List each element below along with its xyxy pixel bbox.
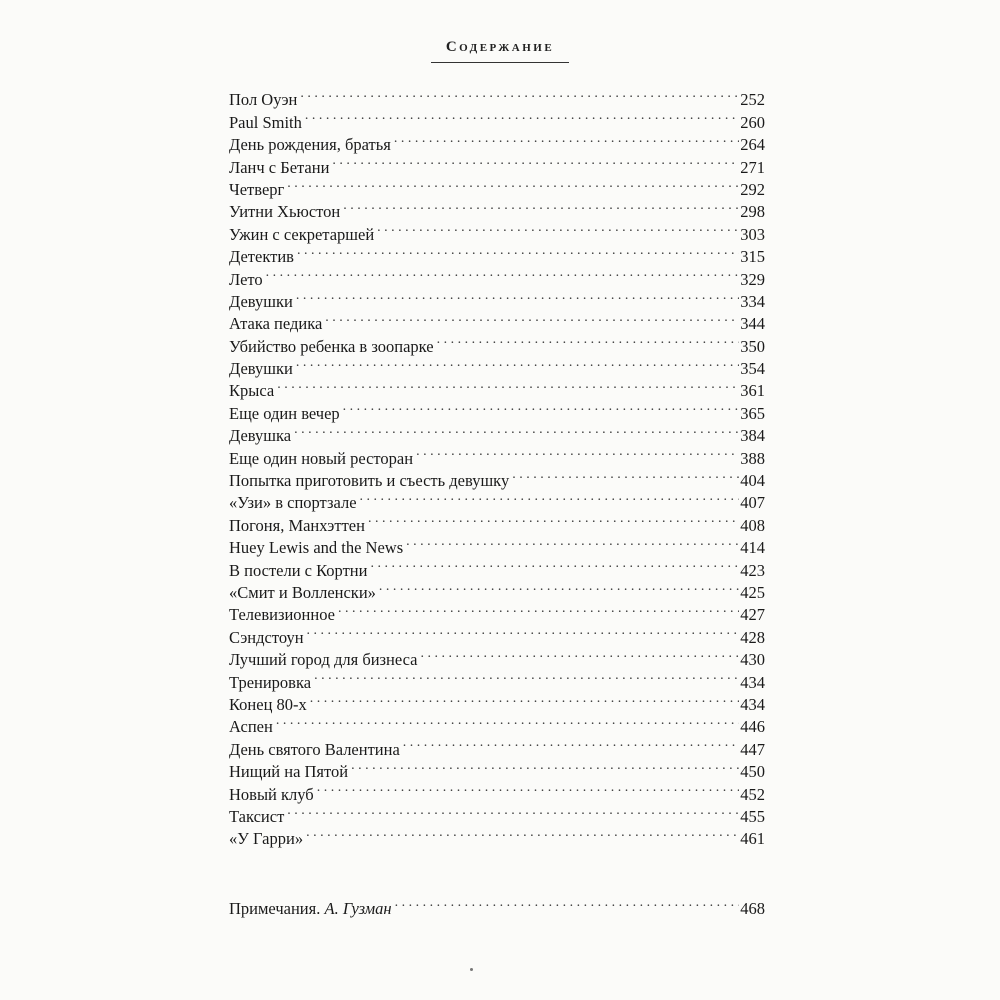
- dot-leader: [351, 755, 739, 777]
- dot-leader: [343, 396, 740, 418]
- toc-entry-title: «Смит и Волленски»: [229, 582, 376, 602]
- dot-leader: [310, 688, 739, 710]
- toc-entry-title: Ланч с Бетани: [229, 157, 330, 177]
- toc-entry-title: Новый клуб: [229, 784, 314, 804]
- dot-leader: [332, 150, 739, 172]
- dot-leader: [325, 307, 739, 329]
- dot-leader: [277, 374, 739, 396]
- toc-entry-page: 264: [740, 135, 765, 155]
- dot-leader: [296, 285, 739, 307]
- toc-entry: [229, 128, 765, 155]
- toc-entry-title: Конец 80-х: [229, 694, 307, 714]
- toc-entry-title: Девушки: [229, 291, 293, 311]
- toc-entry-page: 430: [740, 650, 765, 670]
- toc-entry: [229, 195, 765, 222]
- toc-entry-title: Лучший город для бизнеса: [229, 650, 418, 670]
- toc-entry: [229, 105, 765, 132]
- toc-entry-page: 350: [740, 336, 765, 356]
- dot-leader: [287, 173, 739, 195]
- dot-leader: [300, 83, 739, 105]
- toc-entry-page: 404: [740, 471, 765, 491]
- toc-entry-page: 334: [740, 291, 765, 311]
- toc-entry-title: Детектив: [229, 247, 294, 267]
- toc-entry-page: 315: [740, 247, 765, 267]
- dot-leader: [379, 576, 739, 598]
- toc-entry: [229, 352, 765, 379]
- toc-entry-title: Лето: [229, 269, 263, 289]
- dot-leader: [338, 598, 739, 620]
- dot-leader: [307, 620, 740, 642]
- toc-entry-page: 407: [740, 493, 765, 513]
- toc-entry-page: 447: [740, 739, 765, 759]
- toc-entry-title: Тренировка: [229, 672, 312, 692]
- toc-entry-title: День рождения, братья: [229, 135, 391, 155]
- toc-entry-title: [229, 898, 395, 920]
- toc-entry-page: 271: [740, 157, 765, 177]
- toc-entry-page: 388: [740, 448, 765, 468]
- dot-leader: [416, 441, 739, 463]
- toc-entry: [229, 240, 765, 267]
- dot-leader: [294, 419, 739, 441]
- toc-entry-page: 428: [740, 627, 765, 647]
- notes-section: [229, 892, 765, 919]
- toc-entry: [229, 710, 765, 737]
- toc-entry-title: Телевизионное: [229, 605, 335, 625]
- toc-entry-title: Убийство ребенка в зоопарке: [229, 336, 434, 356]
- dot-leader: [360, 486, 740, 508]
- toc-entry: [229, 419, 765, 446]
- toc-entry-page: 344: [740, 314, 765, 334]
- toc-entry: [229, 643, 765, 670]
- toc-entry: [229, 732, 765, 759]
- toc-entry-page: 461: [740, 829, 765, 849]
- dot-leader: [343, 195, 739, 217]
- toc-entry-page: 452: [740, 784, 765, 804]
- toc-entry-title: Уитни Хьюстон: [229, 202, 341, 222]
- toc-entry-title: Нищий на Пятой: [229, 762, 349, 782]
- dot-leader: [512, 464, 739, 486]
- toc-entry-title: Попытка приготовить и съесть девушку: [229, 471, 510, 491]
- dot-leader: [314, 665, 739, 687]
- toc-entry-title: «У Гарри»: [229, 829, 304, 849]
- dot-leader: [276, 710, 739, 732]
- notes-author: А. Гузман: [324, 899, 392, 919]
- toc-entry-page: 427: [740, 605, 765, 625]
- dot-leader: [296, 352, 739, 374]
- toc-entry-title: Крыса: [229, 381, 275, 401]
- dot-leader: [377, 217, 739, 239]
- toc-entry: [229, 396, 765, 423]
- toc-entry-page: 434: [740, 694, 765, 714]
- toc-entry-page: 414: [740, 538, 765, 558]
- toc-entry-page: 365: [740, 403, 765, 423]
- page-title: Содержание: [445, 39, 555, 55]
- dot-leader: [420, 643, 739, 665]
- page-header: [0, 38, 1000, 63]
- toc-entry-page: 303: [740, 224, 765, 244]
- toc-entry-title: Аспен: [229, 717, 273, 737]
- toc-entry-title: Четверг: [229, 179, 285, 199]
- dot-leader: [406, 531, 739, 553]
- dot-leader: [437, 329, 740, 351]
- toc-entry-title: Девушка: [229, 426, 292, 446]
- toc-entry-title: Сэндстоун: [229, 627, 304, 647]
- toc-entry-page: 361: [740, 381, 765, 401]
- toc-entry: [229, 307, 765, 334]
- toc-entry-page: 292: [740, 179, 765, 199]
- dot-leader: [306, 822, 739, 844]
- toc-entry-page: 468: [740, 899, 765, 919]
- toc-entry-page: 260: [740, 112, 765, 132]
- toc-entry-page: 252: [740, 90, 765, 110]
- dot-leader: [266, 262, 740, 284]
- toc-entry: [229, 83, 765, 110]
- toc-entry-title: Атака педика: [229, 314, 323, 334]
- toc-entry-page: 408: [740, 515, 765, 535]
- toc-entry-page: 354: [740, 359, 765, 379]
- toc-entry-page: 384: [740, 426, 765, 446]
- toc-entry-title: Еще один новый ресторан: [229, 448, 414, 468]
- toc-entry-page: 446: [740, 717, 765, 737]
- toc-entry-title: Еще один вечер: [229, 403, 340, 423]
- title-underline: [431, 62, 569, 63]
- toc-entry-title: Таксист: [229, 806, 285, 826]
- toc-entry: [229, 822, 765, 849]
- toc-entry-page: 425: [740, 582, 765, 602]
- toc-entry-page: 455: [740, 806, 765, 826]
- toc-entry-title: Paul Smith: [229, 112, 302, 132]
- dot-leader: [370, 553, 739, 575]
- toc-entry-title: День святого Валентина: [229, 739, 400, 759]
- toc-entry: [229, 262, 765, 289]
- toc-entry-page: 329: [740, 269, 765, 289]
- toc-entry: [229, 688, 765, 714]
- dot-leader: [297, 240, 739, 262]
- dot-leader: [394, 128, 739, 150]
- toc-entry: [229, 441, 765, 468]
- dot-leader: [305, 105, 739, 127]
- toc-entry-notes: [229, 892, 765, 919]
- toc-entry-page: 423: [740, 560, 765, 580]
- toc-entry-title: Девушки: [229, 359, 293, 379]
- toc-entry-title: В постели с Кортни: [229, 560, 368, 580]
- toc-entry: [229, 374, 765, 401]
- toc-entry-title: Погоня, Манхэттен: [229, 515, 365, 535]
- dot-leader: [403, 732, 739, 754]
- toc-entry-page: 298: [740, 202, 765, 222]
- page-speck: [470, 968, 473, 971]
- dot-leader: [368, 508, 739, 530]
- dot-leader: [395, 892, 740, 914]
- dot-leader: [287, 800, 739, 822]
- toc-entry: [229, 620, 765, 647]
- toc-entry-title: Пол Оуэн: [229, 90, 298, 110]
- toc-entry-title: «Узи» в спортзале: [229, 493, 357, 513]
- toc-entry-title: Huey Lewis and the News: [229, 538, 404, 558]
- dot-leader: [317, 777, 740, 799]
- toc-entry: [229, 173, 765, 199]
- table-of-contents: [229, 83, 765, 849]
- notes-label: Примечания.: [229, 899, 321, 919]
- toc-entry: [229, 285, 765, 311]
- toc-entry-page: 450: [740, 762, 765, 782]
- toc-entry-title: Ужин с секретаршей: [229, 224, 375, 244]
- toc-entry: [229, 800, 765, 826]
- toc-entry-page: 434: [740, 672, 765, 692]
